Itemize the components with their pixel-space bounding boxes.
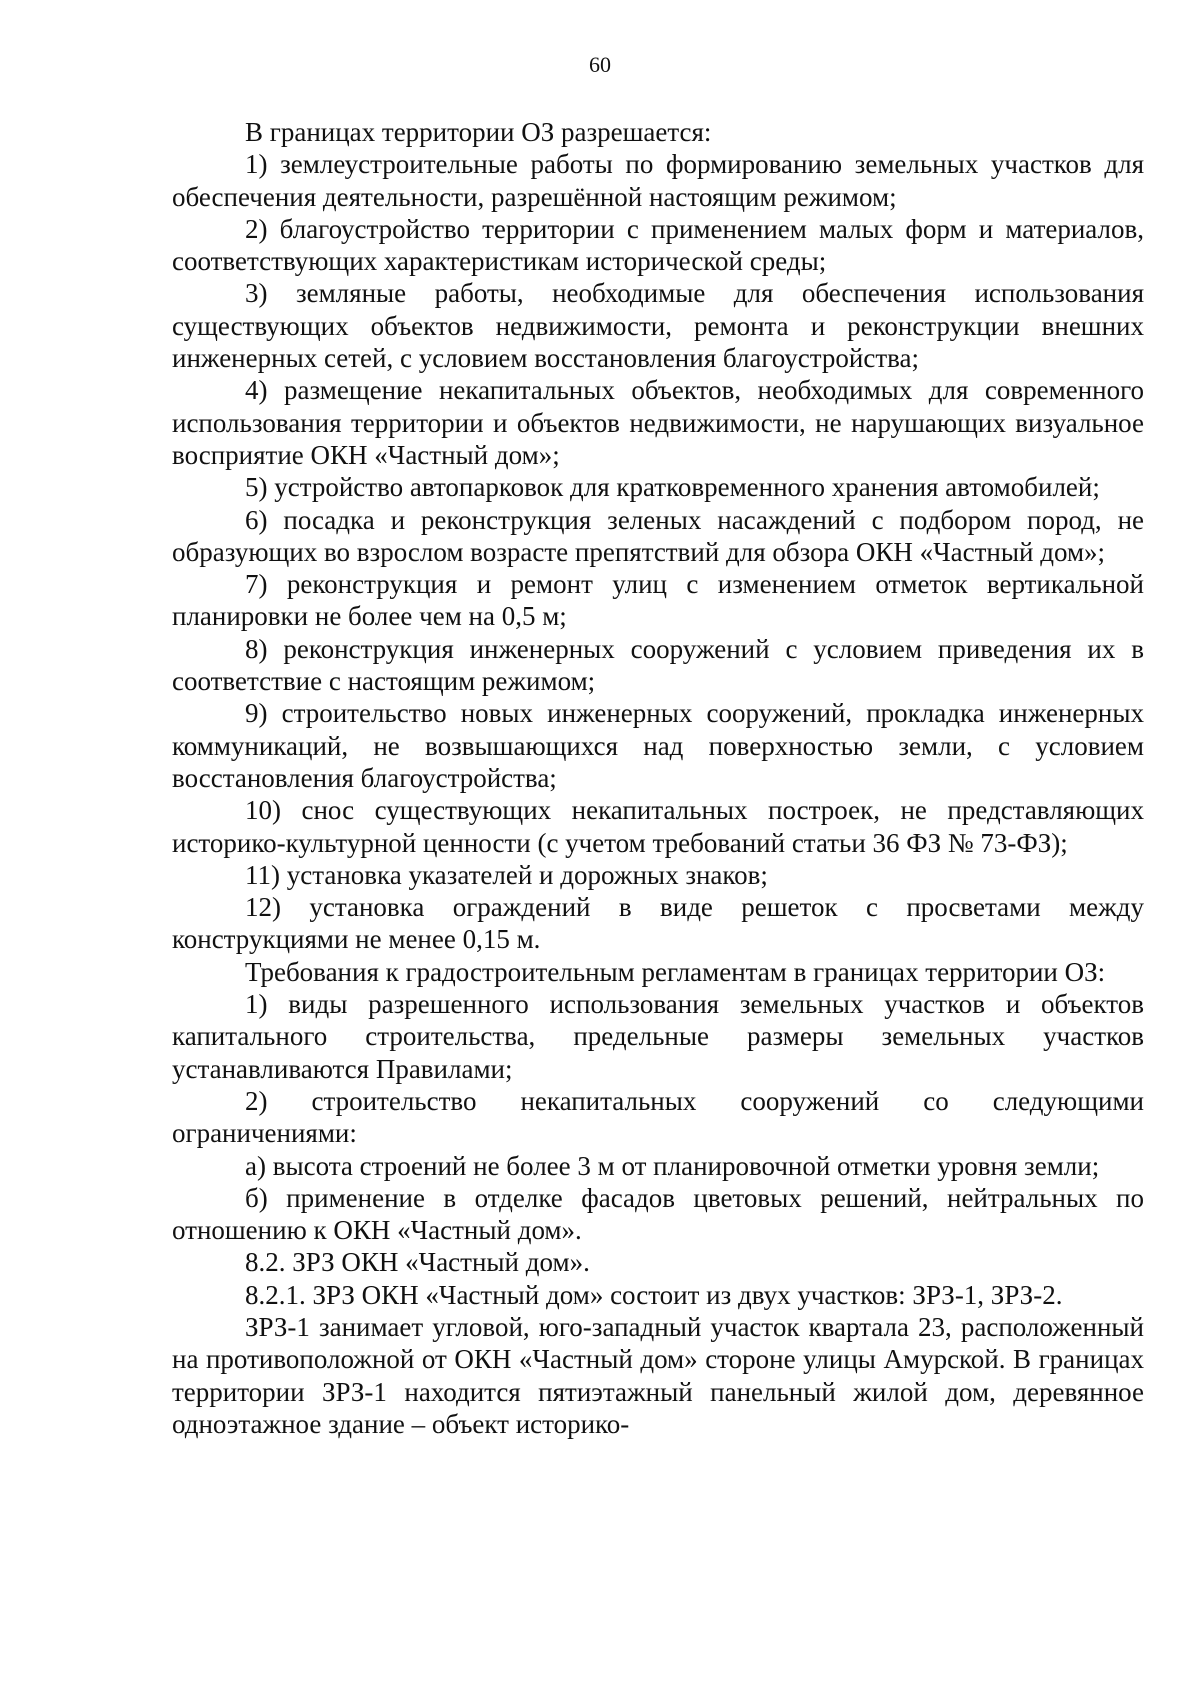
paragraph-item-11: 11) установка указателей и дорожных знаков; xyxy=(245,859,768,890)
paragraph-item-4: 4) размещение некапитальных объектов, необходимых для современного использования территории и объектов недвижимости, не нарушающих визуальное восприятие ОКН «Частный дом»; xyxy=(172,375,1144,470)
paragraph-item-12: 12) установка ограждений в виде решеток с просветами между конструкциями не менее 0,15 м. xyxy=(172,892,1144,955)
paragraph-item-3: 3) земляные работы, необходимые для обеспечения использования существующих объектов недвижимости, ремонта и реконструкции внешних инженерных сетей, с условием восстановления благоустройства; xyxy=(172,278,1144,374)
paragraph-item-6: 6) посадка и реконструкция зеленых насаждений с подбором пород, не образующих во взрослом возрасте препятствий для обзора ОКН «Частный дом»; xyxy=(172,504,1144,567)
page-number: 60 xyxy=(589,52,611,77)
paragraph-item-2: 2) благоустройство территории с применением малых форм и материалов, соответствующих характеристикам исторической среды; xyxy=(172,213,1144,277)
paragraph-item-5: 5) устройство автопарковок для кратковременного хранения автомобилей; xyxy=(245,472,1100,503)
paragraph-item-10: 10) снос существующих некапитальных построек, не представляющих историко-культурной ценности (с учетом требований статьи 36 ФЗ № 73-ФЗ); xyxy=(172,795,1144,858)
paragraph-requirement-1: 1) виды разрешенного использования земельных участков и объектов капитального строительства, предельные размеры земельных участков устанавливаются Правилами; xyxy=(172,989,1144,1084)
section-heading-8-2: 8.2. ЗРЗ ОКН «Частный дом». xyxy=(245,1247,590,1278)
document-body xyxy=(172,116,1144,1440)
section-heading-8-2-1: 8.2.1. ЗРЗ ОКН «Частный дом» состоит из двух участков: ЗРЗ-1, ЗРЗ-2. xyxy=(245,1279,1063,1310)
paragraph-item-8: 8) реконструкция инженерных сооружений с условием приведения их в соответствие с настоящим режимом; xyxy=(172,633,1144,697)
paragraph-requirement-2b: б) применение в отделке фасадов цветовых решений, нейтральных по отношению к ОКН «Частный дом». xyxy=(172,1182,1144,1246)
paragraph-item-9: 9) строительство новых инженерных сооружений, прокладка инженерных коммуникаций, не возвышающихся над поверхностью земли, с условием восстановления благоустройства; xyxy=(172,698,1144,793)
paragraph-item-1: 1) землеустроительные работы по формированию земельных участков для обеспечения деятельности, разрешённой настоящим режимом; xyxy=(172,149,1144,212)
paragraph-requirement-2a: а) высота строений не более 3 м от планировочной отметки уровня земли; xyxy=(245,1150,1100,1181)
paragraph-oz-allowed-heading: В границах территории ОЗ разрешается: xyxy=(245,117,712,147)
paragraph-item-7: 7) реконструкция и ремонт улиц с изменением отметок вертикальной планировки не более чем на 0,5 м; xyxy=(172,569,1144,632)
paragraph-zrz1-description: ЗРЗ-1 занимает угловой, юго-западный участок квартала 23, расположенный на противоположной от ОКН «Частный дом» стороне улицы Амурской. В границах территории ЗРЗ-1 находится пятиэтажный панельный жилой дом, деревянное одноэтажное здание – объект историко- xyxy=(172,1311,1144,1439)
paragraph-requirement-2: 2) строительство некапитальных сооружений со следующими ограничениями: xyxy=(172,1085,1144,1149)
paragraph-oz-requirements-heading: Требования к градостроительным регламентам в границах территории ОЗ: xyxy=(245,956,1106,987)
